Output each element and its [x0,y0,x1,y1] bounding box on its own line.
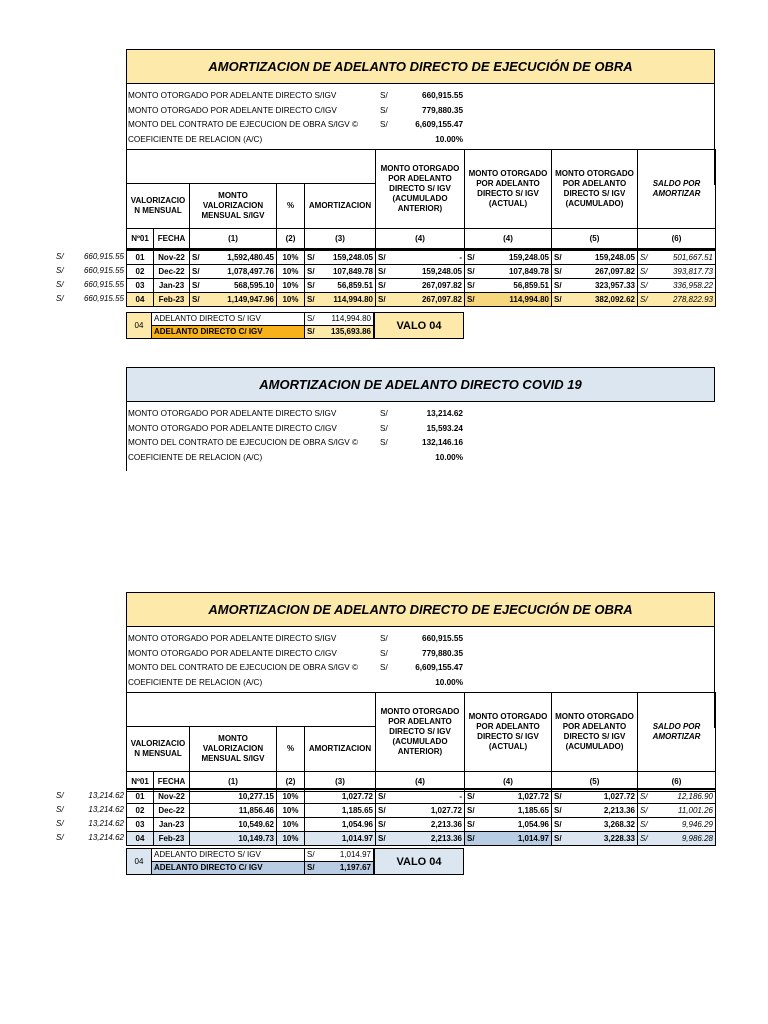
row-currency: S/ [465,279,479,293]
summary-box [126,848,442,875]
row-saldo: 9,986.28 [652,832,716,846]
row-currency: S/ [465,250,479,265]
summary-number: 04 [127,313,152,339]
header-spacer [190,150,376,184]
header-monto-anterior: MONTO OTORGADO POR ADELANTO DIRECTO S/ IGV (ACUMULADO ANTERIOR) [376,150,465,229]
row-monto-valorizacion: 1,149,947.96 [204,293,277,307]
header-saldo: SALDO POR AMORTIZAR [638,150,716,229]
info-value: 6,609,155.47 [415,663,463,672]
row-percent: 10% [277,279,305,293]
header-c2: (2) [277,229,305,249]
side-currency: S/ [56,252,64,261]
info-value: 10.00% [435,134,463,144]
row-date: Nov-22 [154,789,190,804]
row-currency: S/ [552,789,566,804]
info-label: MONTO OTORGADO POR ADELANTE DIRECTO S/IGV [128,634,337,643]
header-n: Nº01 [127,229,154,249]
side-currency: S/ [56,791,64,800]
side-currency: S/ [56,833,64,842]
summary-table [126,848,374,875]
table-row [127,818,716,832]
row-monto-anterior: - [390,250,465,265]
info-value: 13,214.62 [426,409,463,418]
valo-badge: VALO 04 [374,848,464,875]
info-label: COEFICIENTE DE RELACION (A/C) [128,452,263,462]
header-spacer [127,693,190,727]
header-amortizacion: AMORTIZACION [305,727,376,772]
row-currency: S/ [552,293,566,307]
info-currency: S/ [380,663,388,672]
row-amortizacion: 1,027.72 [305,789,376,804]
header-monto-valorizacion: MONTO VALORIZACION MENSUAL S/IGV [190,727,277,772]
row-currency: S/ [376,293,390,307]
row-monto-acumulado: 382,092.62 [566,293,638,307]
side-amount: 660,915.55 [83,266,124,275]
row-saldo: 9,946.29 [652,818,716,832]
header-spacer [190,693,376,727]
row-monto-actual: 1,027.72 [479,789,552,804]
header-saldo: SALDO POR AMORTIZAR [638,693,716,772]
header-monto-anterior: MONTO OTORGADO POR ADELANTO DIRECTO S/ IGV (ACUMULADO ANTERIOR) [376,693,465,772]
header-c4: (4) [376,772,465,792]
info-section [126,402,715,471]
info-label: MONTO OTORGADO POR ADELANTE DIRECTO S/IGV [128,91,337,100]
info-value: 779,880.35 [422,648,463,658]
header-index-row [127,229,716,249]
row-monto-valorizacion: 568,595.10 [204,279,277,293]
row-currency: S/ [305,265,319,279]
row-percent: 10% [277,804,305,818]
row-currency: S/ [305,250,319,265]
header-percent: % [277,727,305,772]
row-monto-acumulado: 323,957.33 [566,279,638,293]
row-percent: 10% [277,293,305,307]
info-label: MONTO DEL CONTRATO DE EJECUCION DE OBRA S/IGV © [128,438,359,447]
info-label: COEFICIENTE DE RELACION (A/C) [128,677,263,687]
side-amount: 13,214.62 [88,833,124,842]
row-number: 02 [127,265,154,279]
block-title: AMORTIZACION DE ADELANTO DIRECTO DE EJECUCIÓN DE OBRA [126,592,715,627]
row-monto-actual: 1,014.97 [479,832,552,846]
header-row [127,693,716,727]
table-row [127,789,716,804]
info-currency: S/ [380,120,388,129]
row-saldo: 393,817.73 [652,265,716,279]
info-value: 660,915.55 [422,91,463,100]
row-monto-anterior: 2,213.36 [390,832,465,846]
info-label: MONTO OTORGADO POR ADELANTE DIRECTO S/IGV [128,409,337,418]
row-currency: S/ [638,818,652,832]
row-monto-anterior: 159,248.05 [390,265,465,279]
row-date: Nov-22 [154,250,190,265]
info-row [127,632,714,647]
side-amount: 13,214.62 [88,805,124,814]
info-value: 10.00% [435,677,463,687]
header-c3: (3) [305,772,376,792]
side-currency: S/ [56,805,64,814]
row-currency: S/ [552,265,566,279]
row-monto-actual: 1,054.96 [479,818,552,832]
header-c4b: (4) [465,229,552,249]
row-currency: S/ [638,265,652,279]
summary-currency: S/ [305,326,320,339]
amortization-data-table [126,788,716,846]
summary-label: ADELANTO DIRECTO S/ IGV [152,849,305,862]
row-amortizacion: 159,248.05 [319,250,376,265]
info-row [127,661,714,676]
summary-currency: S/ [305,849,320,862]
header-monto-actual: MONTO OTORGADO POR ADELANTO DIRECTO S/ IGV (ACTUAL) [465,693,552,772]
summary-currency: S/ [305,313,320,326]
header-c3: (3) [305,229,376,249]
row-percent: 10% [277,250,305,265]
summary-value: 1,197.67 [319,862,374,875]
info-currency: S/ [380,438,388,447]
summary-row [127,313,374,326]
table-row [127,250,716,265]
row-currency: S/ [376,265,390,279]
side-amount: 660,915.55 [83,252,124,261]
row-monto-valorizacion: 10,549.62 [190,818,277,832]
row-currency: S/ [552,818,566,832]
info-currency: S/ [380,409,388,418]
header-c2: (2) [277,772,305,792]
summary-row [127,849,374,862]
row-monto-anterior: 267,097.82 [390,279,465,293]
row-currency: S/ [376,818,390,832]
header-c1: (1) [190,229,277,249]
side-currency: S/ [56,266,64,275]
info-row [127,104,714,119]
row-amortizacion: 1,054.96 [305,818,376,832]
info-value: 132,146.16 [422,438,463,447]
row-monto-anterior: 267,097.82 [390,293,465,307]
row-currency: S/ [376,832,390,846]
info-currency: S/ [380,423,388,433]
row-monto-acumulado: 3,268.32 [566,818,638,832]
row-currency: S/ [552,250,566,265]
block-title: AMORTIZACION DE ADELANTO DIRECTO DE EJECUCIÓN DE OBRA [126,49,715,84]
header-c6: (6) [638,229,716,249]
row-saldo: 11,001.26 [652,804,716,818]
row-currency: S/ [552,804,566,818]
row-percent: 10% [277,789,305,804]
info-label: COEFICIENTE DE RELACION (A/C) [128,134,263,144]
summary-label: ADELANTO DIRECTO C/ IGV [152,862,305,875]
row-number: 01 [127,250,154,265]
header-fecha: FECHA [154,772,190,792]
row-monto-acumulado: 267,097.82 [566,265,638,279]
row-amortizacion: 107,849.78 [319,265,376,279]
info-row [127,436,715,451]
row-number: 01 [127,789,154,804]
row-currency: S/ [552,279,566,293]
row-monto-anterior: - [390,789,465,804]
info-value: 779,880.35 [422,105,463,115]
header-spacer [127,150,190,184]
row-monto-valorizacion: 1,078,497.76 [204,265,277,279]
info-currency: S/ [380,91,388,100]
row-monto-acumulado: 2,213.36 [566,804,638,818]
header-c4b: (4) [465,772,552,792]
info-currency: S/ [380,648,388,658]
row-date: Jan-23 [154,279,190,293]
row-currency: S/ [638,804,652,818]
header-monto-actual: MONTO OTORGADO POR ADELANTO DIRECTO S/ IGV (ACTUAL) [465,150,552,229]
table-row [127,293,716,307]
side-currency: S/ [56,819,64,828]
info-value: 660,915.55 [422,634,463,643]
row-monto-valorizacion: 1,592,480.45 [204,250,277,265]
row-monto-valorizacion: 10,277.15 [190,789,277,804]
header-monto-acumulado: MONTO OTORGADO POR ADELANTO DIRECTO S/ IGV (ACUMULADO) [552,150,638,229]
row-amortizacion: 1,185.65 [305,804,376,818]
row-currency: S/ [465,293,479,307]
row-monto-valorizacion: 10,149.73 [190,832,277,846]
row-monto-acumulado: 3,228.33 [566,832,638,846]
info-currency: S/ [380,634,388,643]
info-row [127,676,714,691]
header-c6: (6) [638,772,716,792]
block-title: AMORTIZACION DE ADELANTO DIRECTO COVID 19 [126,367,715,402]
row-amortizacion: 56,859.51 [319,279,376,293]
row-number: 04 [127,293,154,307]
row-currency: S/ [376,789,390,804]
table-row [127,265,716,279]
row-saldo: 501,667.51 [652,250,716,265]
info-row [127,647,714,662]
table-row [127,279,716,293]
header-n: Nº01 [127,772,154,792]
summary-value: 1,014.97 [319,849,374,862]
header-c4: (4) [376,229,465,249]
row-number: 03 [127,818,154,832]
row-currency: S/ [190,250,204,265]
side-amount: 13,214.62 [88,819,124,828]
row-currency: S/ [638,293,652,307]
summary-value: 135,693.86 [319,326,374,339]
row-monto-anterior: 2,213.36 [390,818,465,832]
side-amount: 660,915.55 [83,280,124,289]
amortization-table [126,149,716,249]
amortization-table [126,692,716,792]
row-date: Dec-22 [154,265,190,279]
row-percent: 10% [277,818,305,832]
row-number: 02 [127,804,154,818]
row-currency: S/ [638,789,652,804]
header-percent: % [277,184,305,229]
info-label: MONTO DEL CONTRATO DE EJECUCION DE OBRA S/IGV © [128,120,359,129]
row-amortizacion: 1,014.97 [305,832,376,846]
side-currency: S/ [56,280,64,289]
row-monto-valorizacion: 11,856.46 [190,804,277,818]
header-valorizacion: VALORIZACIO N MENSUAL [127,727,190,772]
info-value: 15,593.24 [426,423,463,433]
header-row [127,150,716,184]
info-label: MONTO OTORGADO POR ADELANTE DIRECTO C/IGV [128,105,337,115]
row-amortizacion: 114,994.80 [319,293,376,307]
summary-row [127,326,374,339]
info-value: 10.00% [435,452,463,462]
side-amount: 13,214.62 [88,791,124,800]
row-currency: S/ [376,279,390,293]
row-currency: S/ [376,250,390,265]
summary-value: 114,994.80 [319,313,374,326]
header-c5: (5) [552,772,638,792]
side-amount: 660,915.55 [83,294,124,303]
summary-label: ADELANTO DIRECTO C/ IGV [152,326,305,339]
summary-number: 04 [127,849,152,875]
valo-badge: VALO 04 [374,312,464,339]
row-currency: S/ [305,279,319,293]
row-saldo: 278,822.93 [652,293,716,307]
row-number: 03 [127,279,154,293]
table-row [127,804,716,818]
row-monto-actual: 1,185.65 [479,804,552,818]
side-currency: S/ [56,294,64,303]
row-number: 04 [127,832,154,846]
info-value: 6,609,155.47 [415,120,463,129]
row-date: Dec-22 [154,804,190,818]
row-saldo: 12,186.90 [652,789,716,804]
row-currency: S/ [190,279,204,293]
row-monto-anterior: 1,027.72 [390,804,465,818]
info-label: MONTO OTORGADO POR ADELANTE DIRECTO C/IGV [128,648,337,658]
info-label: MONTO DEL CONTRATO DE EJECUCION DE OBRA S/IGV © [128,663,359,672]
row-currency: S/ [638,832,652,846]
header-amortizacion: AMORTIZACION [305,184,376,229]
row-monto-acumulado: 1,027.72 [566,789,638,804]
summary-table [126,312,374,339]
header-c5: (5) [552,229,638,249]
row-currency: S/ [465,818,479,832]
summary-row [127,862,374,875]
info-row [127,118,714,133]
info-currency: S/ [380,105,388,115]
info-label: MONTO OTORGADO POR ADELANTE DIRECTO C/IGV [128,423,337,433]
header-monto-acumulado: MONTO OTORGADO POR ADELANTO DIRECTO S/ IGV (ACUMULADO) [552,693,638,772]
info-row [127,89,714,104]
row-currency: S/ [552,832,566,846]
row-currency: S/ [465,789,479,804]
row-monto-actual: 107,849.78 [479,265,552,279]
header-c1: (1) [190,772,277,792]
header-valorizacion: VALORIZACIO N MENSUAL [127,184,190,229]
info-row [127,133,714,148]
row-date: Jan-23 [154,818,190,832]
row-currency: S/ [305,293,319,307]
header-fecha: FECHA [154,229,190,249]
row-percent: 10% [277,832,305,846]
row-currency: S/ [376,804,390,818]
row-monto-actual: 114,994.80 [479,293,552,307]
row-percent: 10% [277,265,305,279]
summary-box [126,312,442,339]
summary-currency: S/ [305,862,320,875]
row-currency: S/ [638,250,652,265]
row-monto-actual: 159,248.05 [479,250,552,265]
info-row [127,451,715,466]
summary-label: ADELANTO DIRECTO S/ IGV [152,313,305,326]
header-monto-valorizacion: MONTO VALORIZACION MENSUAL S/IGV [190,184,277,229]
row-currency: S/ [465,804,479,818]
amortization-data-table [126,249,716,307]
row-monto-actual: 56,859.51 [479,279,552,293]
row-currency: S/ [638,279,652,293]
row-date: Feb-23 [154,293,190,307]
info-row [127,407,715,422]
row-currency: S/ [190,293,204,307]
row-currency: S/ [190,265,204,279]
row-date: Feb-23 [154,832,190,846]
amortization-block-covid [126,367,715,471]
row-saldo: 336,958.22 [652,279,716,293]
row-currency: S/ [465,832,479,846]
row-monto-acumulado: 159,248.05 [566,250,638,265]
table-row [127,832,716,846]
info-row [127,422,715,437]
row-currency: S/ [465,265,479,279]
